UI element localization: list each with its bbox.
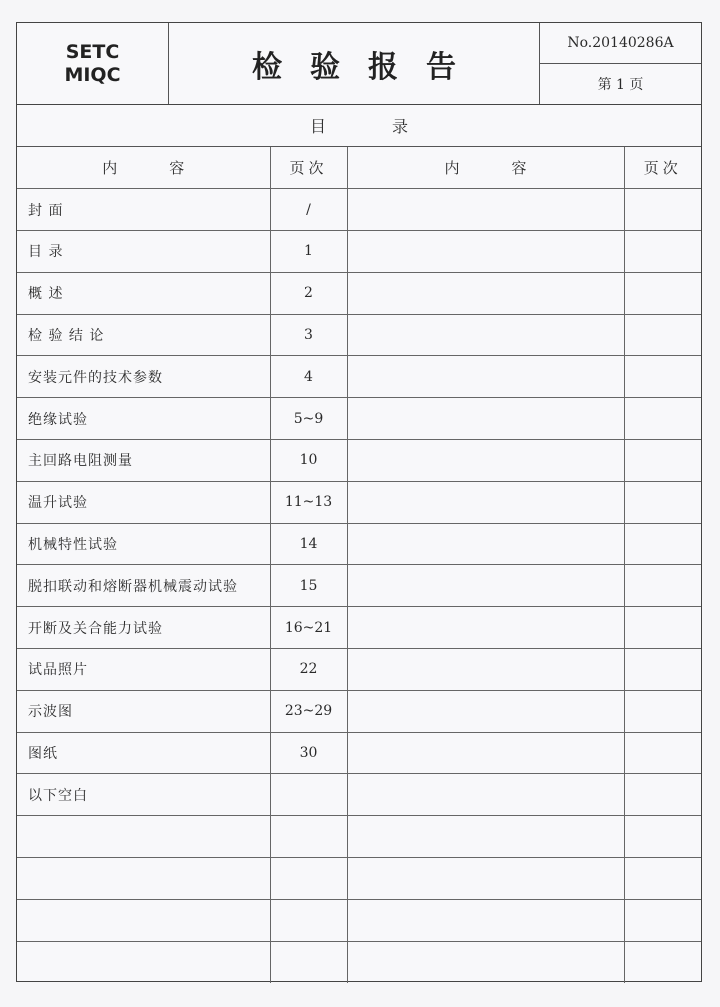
toc-entry-content xyxy=(17,941,270,983)
table-row xyxy=(17,858,701,900)
toc-entry-page-right xyxy=(624,649,701,691)
toc-entry-content: 主回路电阻测量 xyxy=(17,440,270,482)
toc-entry-content xyxy=(17,899,270,941)
toc-entry-page xyxy=(270,899,347,941)
toc-entry-page: 2 xyxy=(270,272,347,314)
toc-entry-content-right xyxy=(347,398,624,440)
toc-entry-page-right xyxy=(624,899,701,941)
table-row xyxy=(17,690,701,732)
col-header-content: 内容 xyxy=(17,147,270,189)
toc-entry-content-right xyxy=(347,690,624,732)
table-row xyxy=(17,899,701,941)
table-row xyxy=(17,314,701,356)
table-row xyxy=(17,356,701,398)
toc-entry-content-right xyxy=(347,774,624,816)
col-header-content: 内容 xyxy=(347,147,624,189)
table-row xyxy=(17,398,701,440)
toc-entry-page-right xyxy=(624,481,701,523)
toc-entry-page-right xyxy=(624,774,701,816)
toc-header-row xyxy=(17,147,701,189)
report-header xyxy=(17,23,701,105)
toc-entry-content: 试品照片 xyxy=(17,649,270,691)
toc-entry-content xyxy=(17,858,270,900)
toc-entry-page-right xyxy=(624,565,701,607)
toc-entry-content-right xyxy=(347,314,624,356)
toc-entry-content-right xyxy=(347,231,624,273)
toc-entry-page xyxy=(270,816,347,858)
toc-entry-content: 目 录 xyxy=(17,231,270,273)
toc-entry-content: 开断及关合能力试验 xyxy=(17,607,270,649)
toc-entry-content: 封 面 xyxy=(17,189,270,231)
org-line-1: SETC xyxy=(65,40,120,63)
table-row xyxy=(17,649,701,691)
toc-entry-page: 14 xyxy=(270,523,347,565)
toc-entry-page: 5~9 xyxy=(270,398,347,440)
toc-entry-content: 检 验 结 论 xyxy=(17,314,270,356)
toc-entry-page: 22 xyxy=(270,649,347,691)
table-row xyxy=(17,732,701,774)
col-header-page: 页次 xyxy=(270,147,347,189)
toc-entry-content: 绝缘试验 xyxy=(17,398,270,440)
toc-entry-content-right xyxy=(347,189,624,231)
toc-entry-content: 安装元件的技术参数 xyxy=(17,356,270,398)
toc-entry-page-right xyxy=(624,314,701,356)
report-sheet xyxy=(16,22,702,982)
toc-entry-content xyxy=(17,816,270,858)
page-number: 第 1 页 xyxy=(597,77,644,93)
table-row xyxy=(17,816,701,858)
table-row xyxy=(17,272,701,314)
org-logo-text xyxy=(17,23,169,104)
toc-entry-page-right xyxy=(624,690,701,732)
toc-entry-page-right xyxy=(624,523,701,565)
toc-entry-page: 1 xyxy=(270,231,347,273)
table-row xyxy=(17,440,701,482)
table-row xyxy=(17,231,701,273)
toc-entry-page xyxy=(270,858,347,900)
toc-entry-content: 机械特性试验 xyxy=(17,523,270,565)
toc-entry-content: 示波图 xyxy=(17,690,270,732)
toc-table xyxy=(17,147,701,983)
toc-entry-page: 3 xyxy=(270,314,347,356)
table-row xyxy=(17,774,701,816)
toc-entry-page xyxy=(270,774,347,816)
toc-entry-page-right xyxy=(624,272,701,314)
toc-caption: 目录 xyxy=(17,105,701,147)
toc-entry-content-right xyxy=(347,356,624,398)
toc-entry-content-right xyxy=(347,816,624,858)
toc-entry-page-right xyxy=(624,941,701,983)
toc-entry-content-right xyxy=(347,941,624,983)
toc-entry-content: 脱扣联动和熔断器机械震动试验 xyxy=(17,565,270,607)
toc-entry-page: 16~21 xyxy=(270,607,347,649)
toc-entry-page xyxy=(270,941,347,983)
toc-entry-page: 4 xyxy=(270,356,347,398)
toc-entry-page: / xyxy=(270,189,347,231)
org-line-2: MIQC xyxy=(64,63,121,86)
toc-entry-page-right xyxy=(624,356,701,398)
toc-entry-content-right xyxy=(347,565,624,607)
toc-entry-content: 图纸 xyxy=(17,732,270,774)
toc-entry-content: 概 述 xyxy=(17,272,270,314)
toc-entry-page-right xyxy=(624,231,701,273)
table-row xyxy=(17,607,701,649)
toc-entry-content-right xyxy=(347,858,624,900)
table-row xyxy=(17,941,701,983)
toc-entry-content-right xyxy=(347,440,624,482)
toc-entry-content-right xyxy=(347,272,624,314)
table-row xyxy=(17,565,701,607)
toc-entry-content-right xyxy=(347,899,624,941)
report-number: No.20140286A xyxy=(540,23,701,64)
toc-entry-content-right xyxy=(347,523,624,565)
toc-entry-page-right xyxy=(624,858,701,900)
col-header-page: 页次 xyxy=(624,147,701,189)
toc-entry-page: 11~13 xyxy=(270,481,347,523)
toc-entry-content-right xyxy=(347,649,624,691)
toc-entry-content-right xyxy=(347,607,624,649)
table-row xyxy=(17,523,701,565)
toc-entry-page-right xyxy=(624,189,701,231)
toc-entry-page: 23~29 xyxy=(270,690,347,732)
toc-entry-content-right xyxy=(347,732,624,774)
report-title: 检验报告 xyxy=(252,49,484,85)
toc-entry-content: 温升试验 xyxy=(17,481,270,523)
toc-entry-page: 10 xyxy=(270,440,347,482)
table-row xyxy=(17,189,701,231)
toc-entry-page-right xyxy=(624,732,701,774)
toc-entry-content-right xyxy=(347,481,624,523)
report-meta xyxy=(539,23,701,104)
toc-entry-page-right xyxy=(624,816,701,858)
toc-entry-page-right xyxy=(624,607,701,649)
toc-entry-page: 30 xyxy=(270,732,347,774)
toc-entry-page-right xyxy=(624,440,701,482)
table-row xyxy=(17,481,701,523)
toc-entry-page-right xyxy=(624,398,701,440)
toc-entry-content: 以下空白 xyxy=(17,774,270,816)
toc-entry-page: 15 xyxy=(270,565,347,607)
